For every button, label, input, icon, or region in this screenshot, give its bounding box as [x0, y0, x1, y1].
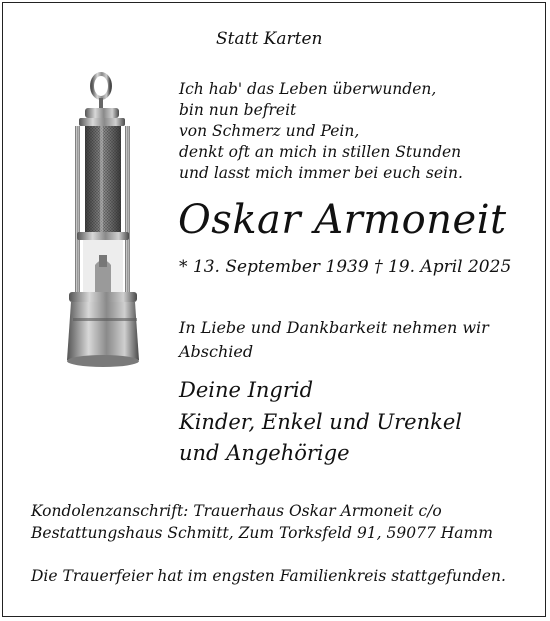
funeral-note: Die Trauerfeier hat im engsten Familienkreis stattgefunden. — [31, 567, 506, 585]
farewell-line: In Liebe und Dankbarkeit nehmen wir — [179, 318, 489, 337]
deceased-name: Oskar Armoneit — [178, 197, 507, 243]
poem-line: von Schmerz und Pein, — [179, 122, 360, 140]
poem-line: denkt oft an mich in stillen Stunden — [179, 143, 462, 161]
farewell-text — [179, 316, 489, 364]
condolence-address — [31, 500, 493, 544]
miners-lamp-icon — [55, 70, 165, 380]
address-line: Bestattungshaus Schmitt, Zum Torksfeld 91, 59077 Hamm — [31, 524, 493, 542]
life-dates: * 13. September 1939 † 19. April 2025 — [179, 257, 512, 277]
poem-line: bin nun befreit — [179, 101, 297, 119]
poem-line: und lasst mich immer bei euch sein. — [179, 164, 463, 182]
poem-line: Ich hab' das Leben überwunden, — [179, 80, 437, 98]
farewell-line: Abschied — [179, 342, 254, 361]
mourner-line: und Angehörige — [179, 441, 350, 465]
mourner-line: Deine Ingrid — [179, 378, 314, 402]
poem — [179, 79, 463, 184]
mourners — [179, 375, 462, 470]
address-line: Kondolenzanschrift: Trauerhaus Oskar Armoneit c/o — [31, 502, 442, 520]
notice-heading: Statt Karten — [216, 29, 323, 49]
mourner-line: Kinder, Enkel und Urenkel — [179, 409, 463, 434]
